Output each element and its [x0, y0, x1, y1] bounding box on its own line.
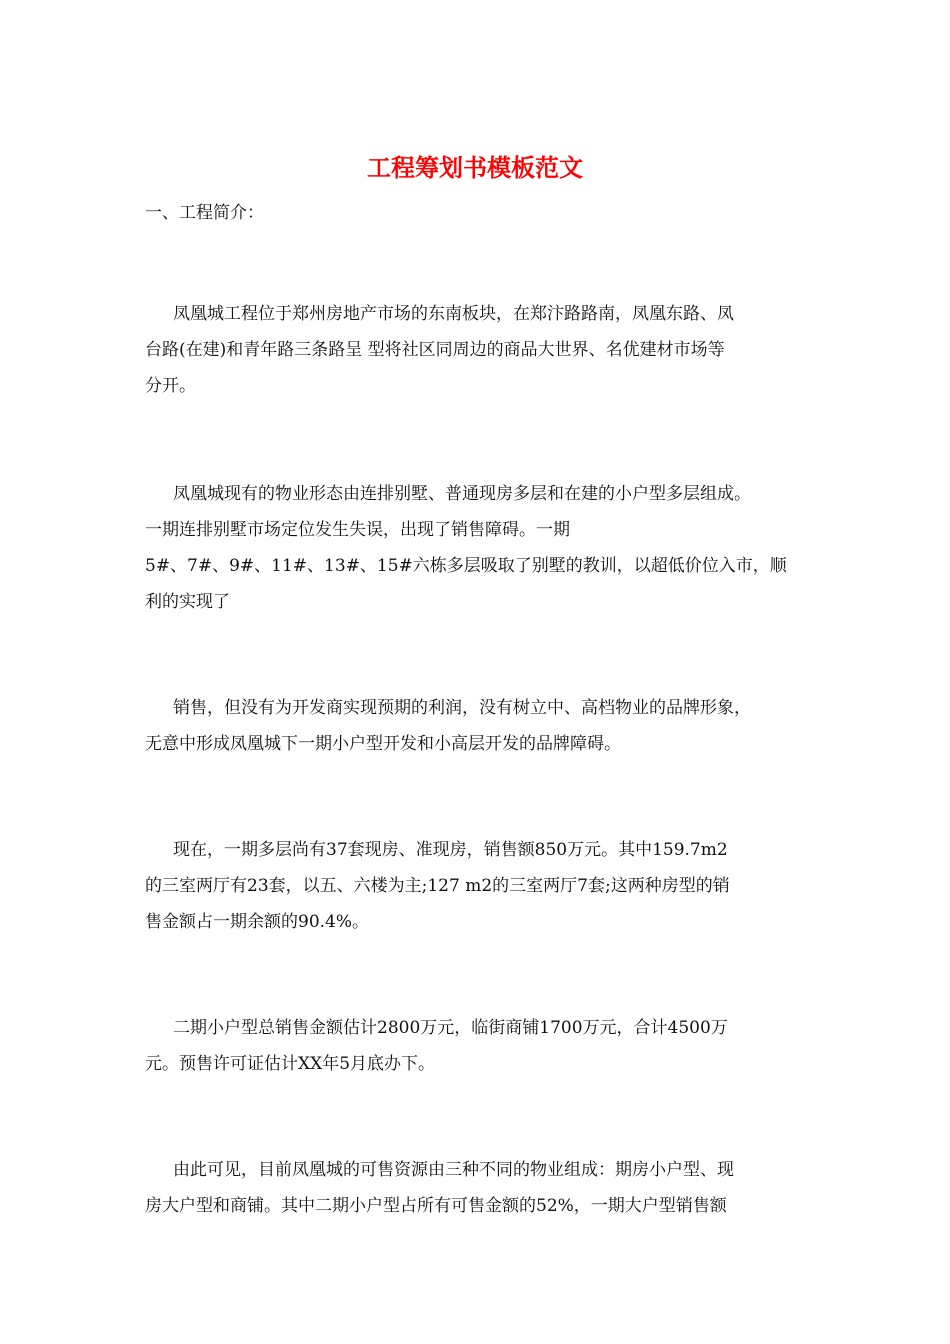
paragraph-4	[145, 832, 810, 940]
document-title: 工程筹划书模板范文	[367, 153, 583, 182]
paragraph-3	[145, 690, 810, 762]
paragraph-1	[145, 296, 810, 404]
paragraph-line: 台路(在建)和青年路三条路呈 型将社区同周边的商品大世界、名优建材市场等	[145, 340, 725, 360]
paragraph-line: 由此可见，目前凤凰城的可售资源由三种不同的物业组成：期房小户型、现	[173, 1160, 734, 1180]
paragraph-5	[145, 1010, 810, 1082]
section-heading: 一、工程简介：	[145, 203, 264, 223]
paragraph-line: 的三室两厅有23套，以五、六楼为主;127 m2的三室两厅7套;这两种房型的销	[145, 876, 730, 896]
paragraph-line: 5#、7#、9#、11#、13#、15#六栋多层吸取了别墅的教训，以超低价位入市，顺	[145, 556, 787, 576]
paragraph-line: 房大户型和商铺。其中二期小户型占所有可售金额的52%，一期大户型销售额	[145, 1196, 727, 1216]
paragraph-line: 元。预售许可证估计XX年5月底办下。	[145, 1054, 436, 1074]
paragraph-line: 售金额占一期余额的90.4%。	[145, 912, 370, 932]
paragraph-2	[145, 476, 810, 620]
paragraph-line: 现在，一期多层尚有37套现房、准现房，销售额850万元。其中159.7m2	[173, 840, 728, 860]
paragraph-line: 二期小户型总销售金额估计2800万元，临街商铺1700万元，合计4500万	[173, 1018, 728, 1038]
paragraph-line: 一期连排别墅市场定位发生失误，出现了销售障碍。一期	[145, 520, 570, 540]
paragraph-line: 销售，但没有为开发商实现预期的利润，没有树立中、高档物业的品牌形象，	[173, 698, 751, 718]
paragraph-line: 凤凰城现有的物业形态由连排别墅、普通现房多层和在建的小户型多层组成。	[173, 484, 751, 504]
paragraph-6	[145, 1152, 810, 1224]
paragraph-line: 无意中形成凤凰城下一期小户型开发和小高层开发的品牌障碍。	[145, 734, 621, 754]
paragraph-line: 分开。	[145, 376, 196, 396]
paragraph-line: 利的实现了	[145, 592, 230, 612]
paragraph-line: 凤凰城工程位于郑州房地产市场的东南板块，在郑汴路路南，凤凰东路、凤	[173, 304, 734, 324]
